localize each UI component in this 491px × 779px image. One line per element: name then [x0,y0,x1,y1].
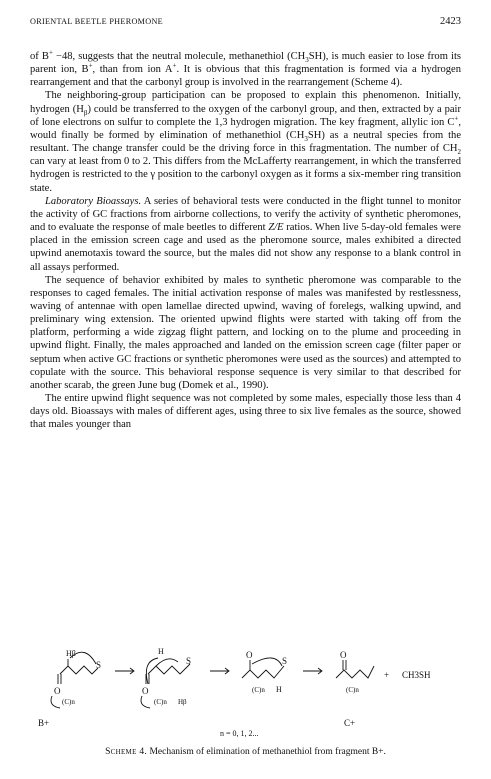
label-o1: O [54,686,61,696]
ring-arc-1 [51,696,60,708]
body-text [30,50,461,432]
running-head: ORIENTAL BEETLE PHEROMONE [30,17,163,26]
label-cn2: (C)n [154,698,167,706]
chain-4 [336,666,374,678]
arrow-curve-4 [252,658,282,666]
label-h-beta-2: Hβ [178,698,187,706]
section-lead-in: Laboratory Bioassays. [45,195,142,207]
label-s3: S [282,656,288,666]
label-o2: O [142,686,149,696]
chain-2 [148,664,190,674]
structure-intermediate-2 [242,658,284,678]
page-number: 2423 [440,16,461,27]
label-cn3: (C)n [252,686,265,694]
paragraph-p2: The neighboring-group participation can be proposed to explain this phenomenon. Initially, hydrogen $(H_\beta)$ could be transferred to the oxygen of the carbonyl group, and then, extracted by a pair of lone electrons on sulfur to complete the 1,3 hydrogen migration. The key fragment, allylic ion C+, would finally be formed by elimination of methanethiol $(CH_3SH)$ as a neutral species from the resultant. The change transfer could be the driving force in this fragmentation. The number of $CH_2$ can vary at least from 0 to 2. This differs from the McLafferty rearrangement, in which the transferred hydrogen is restricted to the γ position to the carbonyl oxygen as it forms a six-member ring transition state. [30,90,461,194]
label-o3: O [246,650,253,660]
label-h: H [276,685,282,694]
label-cn4: (C)n [346,686,359,694]
chain-1 [60,666,98,674]
label-c-plus: C+ [344,718,356,728]
carbonyl-bond-4 [343,660,346,670]
label-plus-sign: + [384,670,390,680]
structure-c-plus [336,660,374,678]
label-cn1: (C)n [62,698,75,706]
page-header [30,17,461,31]
arrow-curve-2 [146,658,158,684]
label-b-plus: B+ [38,718,50,728]
carbonyl-bond-1 [58,674,61,684]
scheme-diagram [30,636,461,741]
paragraph-p3: Laboratory Bioassays. A series of behavioral tests were conducted in the flight tunnel to monitor the activity of GC fractions from airborne collections, to verify the activity of synthetic pheromones, and to evaluate the response of male beetles to different Z/E ratios. When live 5-day-old females were placed in the emission screen cage and used as the pheromone source, males exhibited a directed upwind anemotaxis toward the source, but the males did not show any response to a blank control in all assays performed. [30,195,462,273]
label-n-range: n = 0, 1, 2... [220,729,259,738]
arrow-curve-3 [156,659,178,666]
scheme-caption [0,747,491,757]
label-s1: S [96,660,102,670]
reaction-scheme [30,636,461,741]
label-h-top: H [158,647,164,656]
paragraph-p1: of B+ −48, suggests that the neutral molecule, methanethiol $(CH_3SH)$, is much easier to lose from its parent ion, B+, than from ion A+. It is obvious that this fragmentation is formed via a hydrogen rearrangement and that the carbonyl group is involved in the rearrangement (Scheme 4). [30,48,461,89]
ring-arc-2 [141,696,150,708]
label-product: CH3SH [402,670,431,680]
scheme-caption-text: Mechanism of elimination of methanethiol from fragment B+. [147,747,386,757]
label-s2: S [186,656,192,666]
scheme-caption-label: Scheme 4. [105,747,148,757]
paragraph-p4: The sequence of behavior exhibited by males to synthetic pheromone was comparable to the responses to caged females. The initial activation response of males was manifested by restlessness, waving of antennae with open lamellae directed upwind, waving of forelegs, walking upwind, and preliminary wing extension. The oriented upwind flights were started with taking off from the platform, performing a wide zigzag flight pattern, and locking on to the plume and proceeding in upwind flight. Finally, the males approached and landed on the emission screen cage (filter paper or septum when active GC fractions or synthetic pheromones were used as the sources) and attempted to copulate with the source. This behavioral response sequence is very similar to that described for another scarab, the green June bug (Domek et al., 1990). [30,274,461,391]
label-h-beta: Hβ [66,649,76,658]
paragraph-p5: The entire upwind flight sequence was not completed by some males, especially those less than 4 days old. Bioassays with males of different ages, using three to six live females as the source, showed that males younger than [30,393,461,431]
chain-3 [242,666,284,678]
label-o4: O [340,650,347,660]
